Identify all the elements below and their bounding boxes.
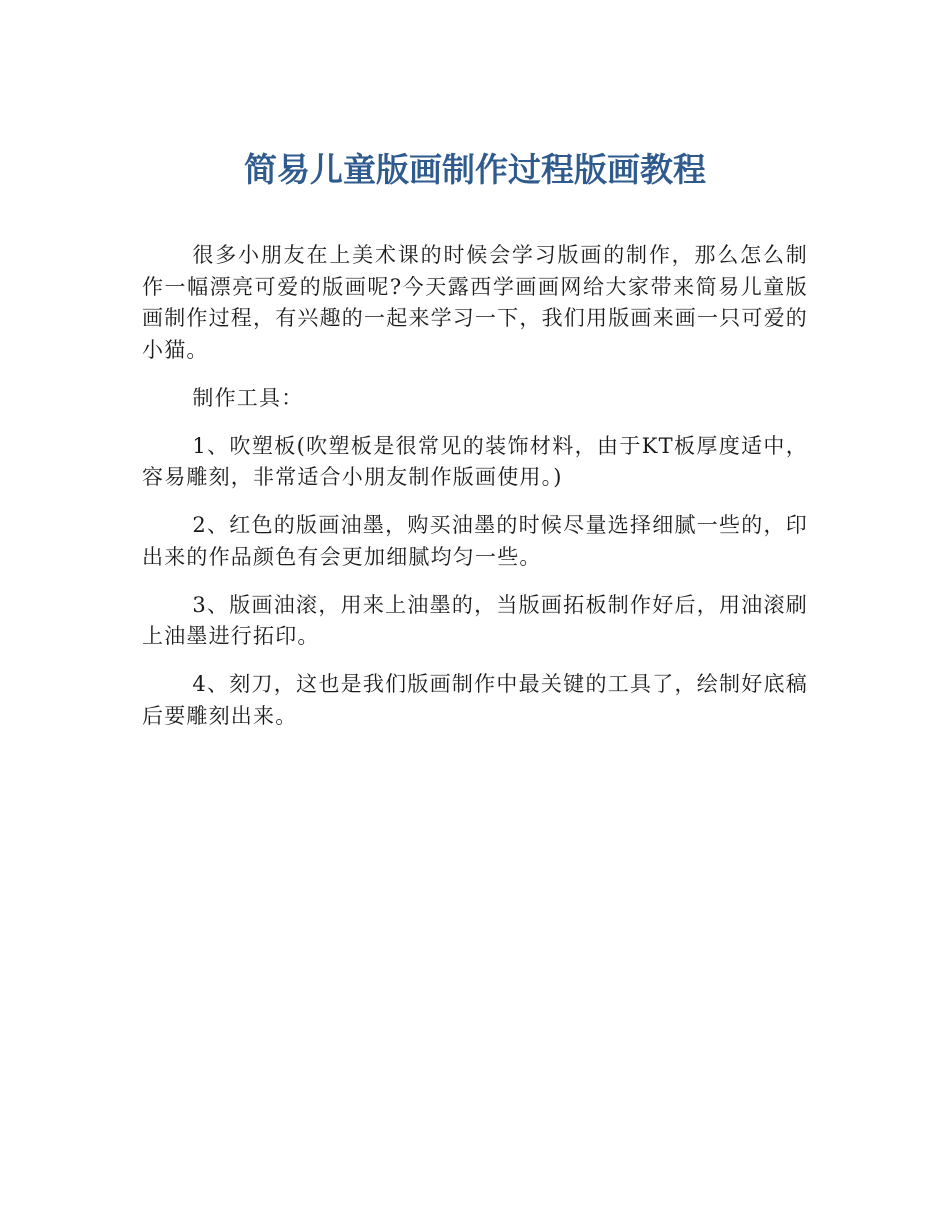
paragraph-tool-1: 1、吹塑板(吹塑板是很常见的装饰材料，由于KT板厚度适中，容易雕刻，非常适合小朋友制作版画使用。) [142,433,808,489]
paragraph-intro: 很多小朋友在上美术课的时候会学习版画的制作，那么怎么制作一幅漂亮可爱的版画呢?今天露西学画画网给大家带来简易儿童版画制作过程，有兴趣的一起来学习一下，我们用版画来画一只可爱的小猫。 [142,243,808,362]
document-title: 简易儿童版画制作过程版画教程 [244,150,706,189]
paragraph-tool-2: 2、红色的版画油墨，购买油墨的时候尽量选择细腻一些的，印出来的作品颜色有会更加细腻均匀一些。 [142,513,808,569]
paragraph-tool-3: 3、版画油滚，用来上油墨的，当版画拓板制作好后，用油滚刷上油墨进行拓印。 [142,592,808,648]
paragraph-tool-4: 4、刻刀，这也是我们版画制作中最关键的工具了，绘制好底稿后要雕刻出来。 [142,672,808,728]
document-body [142,240,808,749]
paragraph-tools-heading: 制作工具： [192,385,304,410]
